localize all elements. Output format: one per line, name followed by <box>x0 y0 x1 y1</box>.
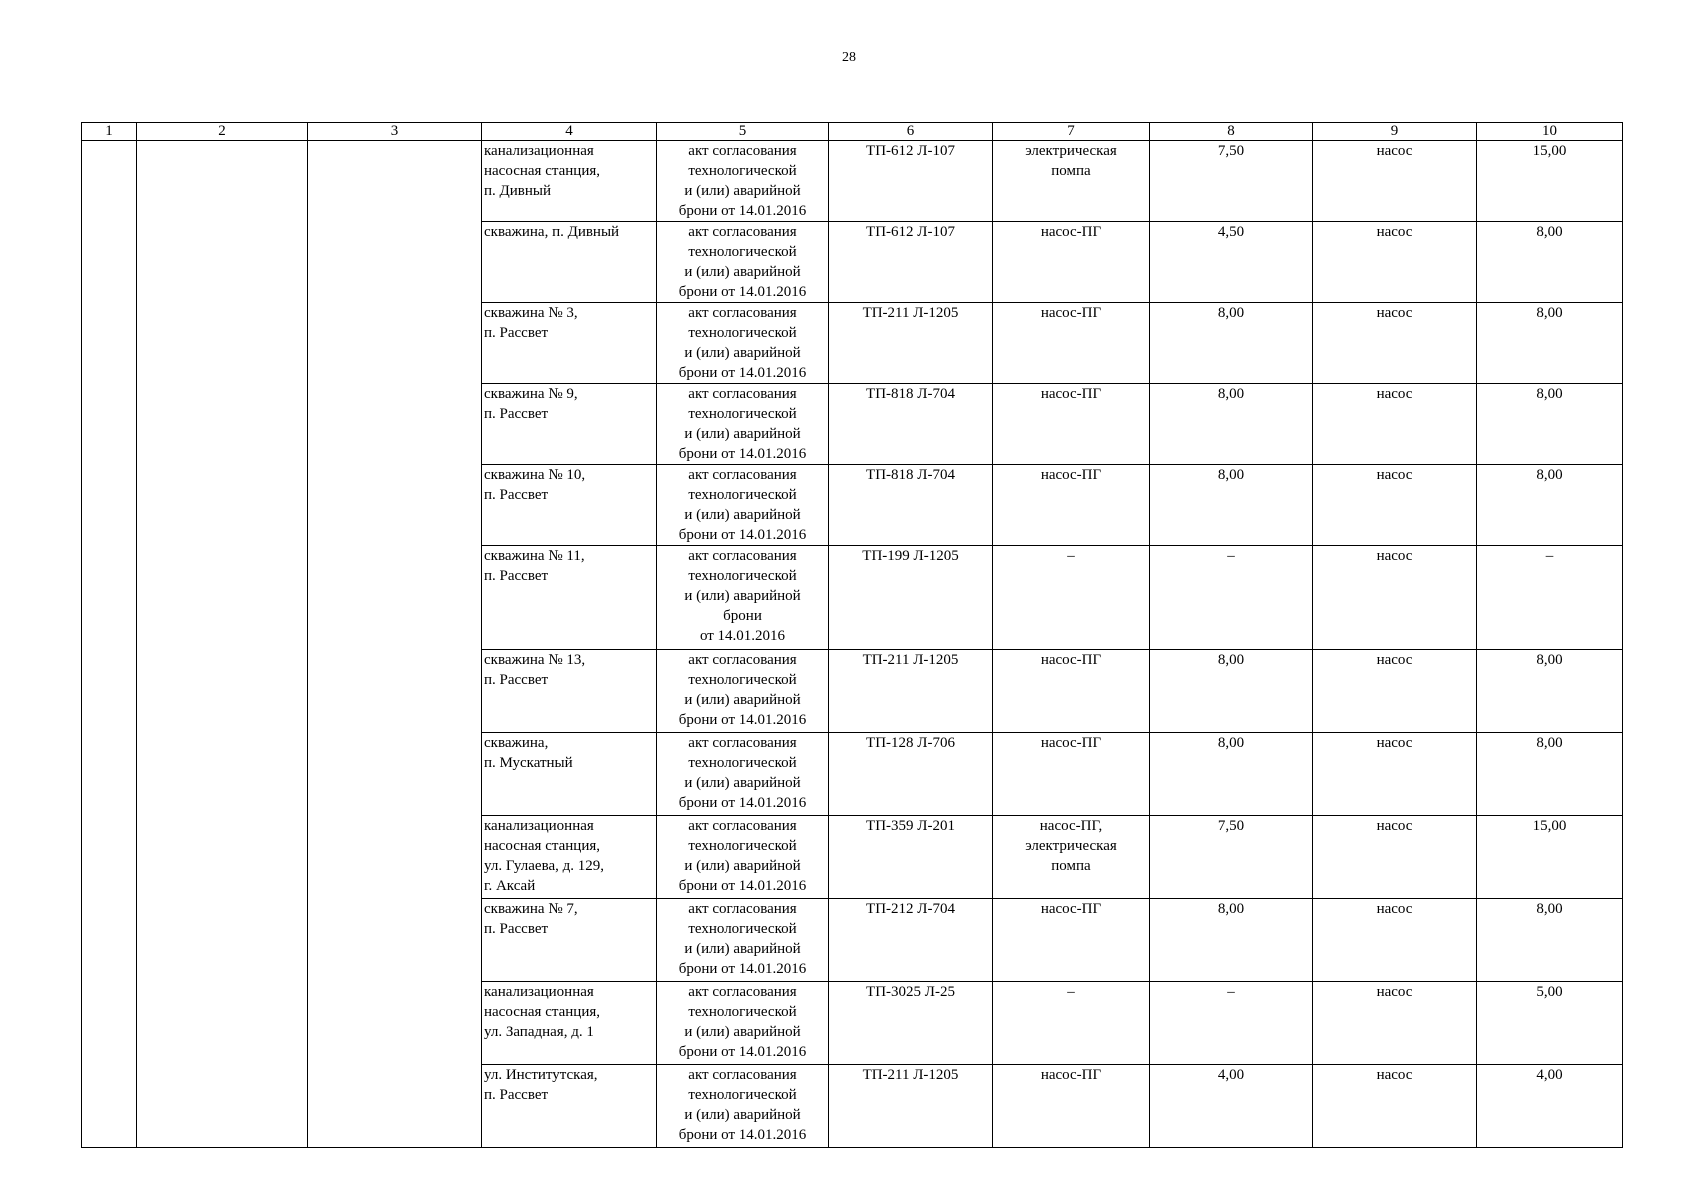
cell-object: скважина № 13, п. Рассвет <box>482 650 657 733</box>
cell-total: 8,00 <box>1477 222 1623 303</box>
cell-substation: ТП-199 Л-1205 <box>829 546 993 650</box>
cell-substation: ТП-212 Л-704 <box>829 899 993 982</box>
column-header: 2 <box>137 123 308 141</box>
cell-substation: ТП-359 Л-201 <box>829 816 993 899</box>
cell-document: акт согласования технологической и (или) аварийной брони от 14.01.2016 <box>657 303 829 384</box>
cell-total: 8,00 <box>1477 899 1623 982</box>
cell-substation: ТП-3025 Л-25 <box>829 982 993 1065</box>
cell-substation: ТП-612 Л-107 <box>829 222 993 303</box>
cell-document: акт согласования технологической и (или) аварийной брони от 14.01.2016 <box>657 899 829 982</box>
cell-substation: ТП-818 Л-704 <box>829 384 993 465</box>
cell-equipment: насос-ПГ <box>993 222 1150 303</box>
cell-equipment: насос-ПГ <box>993 1065 1150 1148</box>
cell-total: 8,00 <box>1477 303 1623 384</box>
cell-document: акт согласования технологической и (или) аварийной брони от 14.01.2016 <box>657 982 829 1065</box>
cell-type: насос <box>1313 650 1477 733</box>
cell-substation: ТП-818 Л-704 <box>829 465 993 546</box>
empty-merged-cell <box>137 141 308 1148</box>
cell-power: 4,50 <box>1150 222 1313 303</box>
cell-type: насос <box>1313 384 1477 465</box>
column-header: 1 <box>82 123 137 141</box>
column-header: 4 <box>482 123 657 141</box>
cell-total: 4,00 <box>1477 1065 1623 1148</box>
cell-total: 8,00 <box>1477 733 1623 816</box>
cell-total: 5,00 <box>1477 982 1623 1065</box>
cell-equipment: насос-ПГ <box>993 303 1150 384</box>
cell-power: 8,00 <box>1150 650 1313 733</box>
cell-power: 8,00 <box>1150 899 1313 982</box>
cell-total: – <box>1477 546 1623 650</box>
cell-object: ул. Институтская, п. Рассвет <box>482 1065 657 1148</box>
cell-substation: ТП-211 Л-1205 <box>829 650 993 733</box>
column-header: 8 <box>1150 123 1313 141</box>
cell-equipment: насос-ПГ, электрическая помпа <box>993 816 1150 899</box>
cell-object: скважина, п. Дивный <box>482 222 657 303</box>
cell-document: акт согласования технологической и (или) аварийной брони от 14.01.2016 <box>657 384 829 465</box>
cell-substation: ТП-211 Л-1205 <box>829 1065 993 1148</box>
empty-merged-cell <box>308 141 482 1148</box>
cell-object: скважина № 10, п. Рассвет <box>482 465 657 546</box>
cell-substation: ТП-211 Л-1205 <box>829 303 993 384</box>
cell-power: 8,00 <box>1150 384 1313 465</box>
cell-object: канализационная насосная станция, ул. Западная, д. 1 <box>482 982 657 1065</box>
cell-equipment: электрическая помпа <box>993 141 1150 222</box>
cell-type: насос <box>1313 816 1477 899</box>
column-header: 7 <box>993 123 1150 141</box>
cell-type: насос <box>1313 303 1477 384</box>
cell-object: скважина № 11, п. Рассвет <box>482 546 657 650</box>
cell-power: 8,00 <box>1150 465 1313 546</box>
cell-power: 7,50 <box>1150 141 1313 222</box>
cell-type: насос <box>1313 733 1477 816</box>
cell-total: 15,00 <box>1477 816 1623 899</box>
cell-power: 7,50 <box>1150 816 1313 899</box>
cell-type: насос <box>1313 982 1477 1065</box>
cell-power: 8,00 <box>1150 303 1313 384</box>
cell-equipment: насос-ПГ <box>993 465 1150 546</box>
cell-power: 4,00 <box>1150 1065 1313 1148</box>
cell-total: 15,00 <box>1477 141 1623 222</box>
table-body <box>82 141 1623 1148</box>
table-row <box>82 141 1623 222</box>
empty-merged-cell <box>82 141 137 1148</box>
cell-type: насос <box>1313 222 1477 303</box>
cell-object: скважина № 7, п. Рассвет <box>482 899 657 982</box>
cell-type: насос <box>1313 1065 1477 1148</box>
cell-type: насос <box>1313 546 1477 650</box>
cell-power: – <box>1150 982 1313 1065</box>
cell-document: акт согласования технологической и (или) аварийной брони от 14.01.2016 <box>657 816 829 899</box>
cell-type: насос <box>1313 899 1477 982</box>
cell-document: акт согласования технологической и (или) аварийной брони от 14.01.2016 <box>657 141 829 222</box>
cell-type: насос <box>1313 465 1477 546</box>
cell-substation: ТП-612 Л-107 <box>829 141 993 222</box>
column-header: 6 <box>829 123 993 141</box>
cell-equipment: насос-ПГ <box>993 384 1150 465</box>
cell-equipment: насос-ПГ <box>993 899 1150 982</box>
cell-total: 8,00 <box>1477 465 1623 546</box>
cell-total: 8,00 <box>1477 384 1623 465</box>
cell-document: акт согласования технологической и (или) аварийной брони от 14.01.2016 <box>657 650 829 733</box>
cell-object: скважина № 9, п. Рассвет <box>482 384 657 465</box>
cell-equipment: насос-ПГ <box>993 650 1150 733</box>
cell-equipment: – <box>993 546 1150 650</box>
cell-document: акт согласования технологической и (или) аварийной брони от 14.01.2016 <box>657 465 829 546</box>
column-header: 3 <box>308 123 482 141</box>
cell-power: 8,00 <box>1150 733 1313 816</box>
cell-document: акт согласования технологической и (или) аварийной брони от 14.01.2016 <box>657 1065 829 1148</box>
cell-type: насос <box>1313 141 1477 222</box>
column-header: 10 <box>1477 123 1623 141</box>
cell-object: канализационная насосная станция, ул. Гулаева, д. 129, г. Аксай <box>482 816 657 899</box>
column-header: 5 <box>657 123 829 141</box>
cell-substation: ТП-128 Л-706 <box>829 733 993 816</box>
cell-equipment: насос-ПГ <box>993 733 1150 816</box>
cell-document: акт согласования технологической и (или) аварийной брони от 14.01.2016 <box>657 546 829 650</box>
data-table <box>81 122 1623 1148</box>
cell-equipment: – <box>993 982 1150 1065</box>
page-number: 28 <box>842 50 856 65</box>
header-row <box>82 123 1623 141</box>
cell-document: акт согласования технологической и (или) аварийной брони от 14.01.2016 <box>657 222 829 303</box>
cell-document: акт согласования технологической и (или) аварийной брони от 14.01.2016 <box>657 733 829 816</box>
cell-power: – <box>1150 546 1313 650</box>
cell-total: 8,00 <box>1477 650 1623 733</box>
cell-object: скважина № 3, п. Рассвет <box>482 303 657 384</box>
cell-object: скважина, п. Мускатный <box>482 733 657 816</box>
column-header: 9 <box>1313 123 1477 141</box>
cell-object: канализационная насосная станция, п. Дивный <box>482 141 657 222</box>
